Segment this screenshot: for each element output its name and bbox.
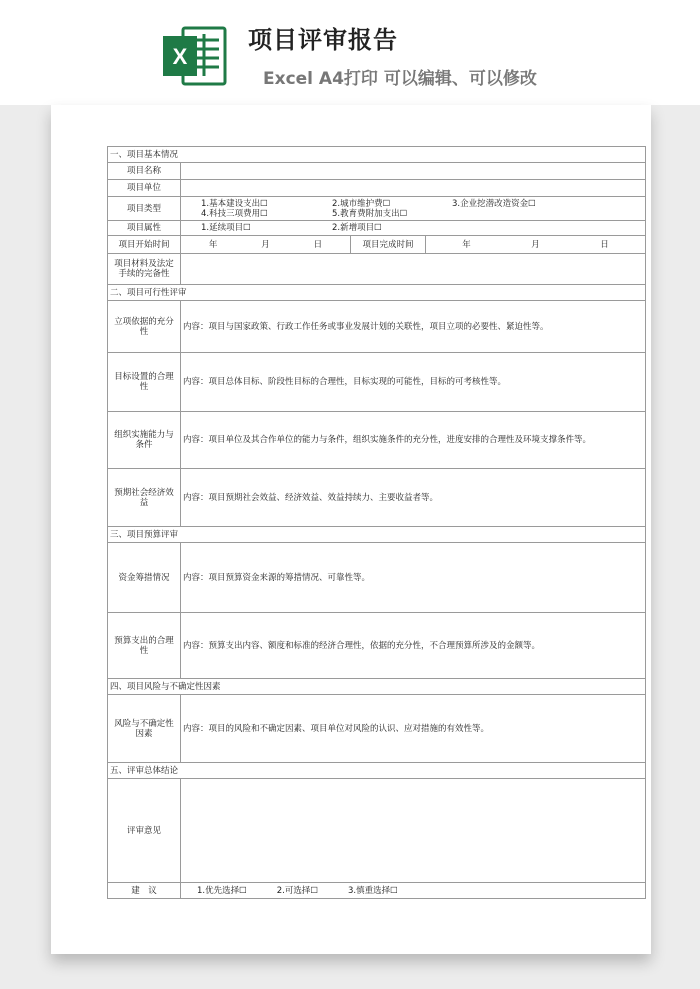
option-new-project[interactable]: 2.新增项目☐ <box>332 223 382 233</box>
start-date-cell[interactable] <box>181 236 351 254</box>
goal-content[interactable]: 内容：项目总体目标、阶段性目标的合理性，目标实现的可能性，目标的可考核性等。 <box>181 353 646 412</box>
budget-label: 预算支出的合理性 <box>108 613 181 679</box>
table-row <box>108 779 646 883</box>
section-risk: 四、项目风险与不确定性因素 <box>108 679 646 695</box>
suggestion-label: 建 议 <box>108 883 181 899</box>
start-day-label: 日 <box>313 239 323 250</box>
project-name-label: 项目名称 <box>108 163 181 180</box>
section-budget: 三、项目预算评审 <box>108 527 646 543</box>
start-time-label: 项目开始时间 <box>108 236 181 254</box>
funding-content[interactable]: 内容：项目预算资金来源的筹措情况、可靠性等。 <box>181 543 646 613</box>
table-row <box>108 163 646 180</box>
section-row <box>108 147 646 163</box>
project-unit-cell[interactable] <box>181 180 646 197</box>
document-subtitle: Excel A4打印 可以编辑、可以修改 <box>263 69 537 89</box>
svg-text:X: X <box>172 44 188 69</box>
start-year-label: 年 <box>208 239 218 250</box>
risk-label: 风险与不确定性因素 <box>108 695 181 763</box>
project-type-options[interactable] <box>181 197 646 221</box>
option-priority[interactable]: 1.优先选择☐ <box>197 885 247 896</box>
option-cautious[interactable]: 3.慎重选择☐ <box>347 885 398 896</box>
table-row <box>108 180 646 197</box>
excel-icon <box>161 22 229 90</box>
review-form-table <box>107 146 646 899</box>
goal-label: 目标设置的合理性 <box>108 353 181 412</box>
option-tech-fees[interactable]: 4.科技三项费用☐ <box>201 208 268 219</box>
table-row <box>108 353 646 412</box>
basis-content[interactable]: 内容：项目与国家政策、行政工作任务或事业发展计划的关联性，项目立项的必要性、紧迫性等。 <box>181 301 646 353</box>
benefit-label: 预期社会经济效益 <box>108 469 181 527</box>
table-row <box>108 883 646 899</box>
table-row <box>108 613 646 679</box>
end-date-cell[interactable] <box>426 236 646 254</box>
table-row <box>108 695 646 763</box>
budget-content[interactable]: 内容：预算支出内容、额度和标准的经济合理性，依据的充分性，不合理预算所涉及的金额等。 <box>181 613 646 679</box>
table-row <box>108 469 646 527</box>
organization-content[interactable]: 内容：项目单位及其合作单位的能力与条件，组织实施条件的充分性，进度安排的合理性及环境支撑条件等。 <box>181 412 646 469</box>
option-education-surcharge[interactable]: 5.教育费附加支出☐ <box>332 208 408 219</box>
option-enterprise-renovation[interactable]: 3.企业挖潜改造资金☐ <box>452 198 536 209</box>
end-year-label: 年 <box>462 239 471 250</box>
section-row <box>108 527 646 543</box>
section-row <box>108 285 646 301</box>
table-row <box>108 254 646 285</box>
section-basic-info: 一、项目基本情况 <box>108 147 646 163</box>
project-name-cell[interactable] <box>181 163 646 180</box>
table-row <box>108 236 646 254</box>
table-row <box>108 412 646 469</box>
end-time-label: 项目完成时间 <box>351 236 426 254</box>
end-month-label: 月 <box>531 239 540 250</box>
option-continuing-project[interactable]: 1.延续项目☐ <box>201 223 251 233</box>
table-row <box>108 197 646 221</box>
risk-content[interactable]: 内容：项目的风险和不确定因素、项目单位对风险的认识、应对措施的有效性等。 <box>181 695 646 763</box>
start-month-label: 月 <box>261 239 270 250</box>
funding-label: 资金筹措情况 <box>108 543 181 613</box>
project-attr-label: 项目属性 <box>108 221 181 236</box>
option-capital-construction[interactable]: 1.基本建设支出☐ <box>201 198 268 209</box>
materials-cell[interactable] <box>181 254 646 285</box>
opinion-content[interactable] <box>181 779 646 883</box>
a4-sheet-preview <box>51 105 651 954</box>
header-bar <box>0 0 700 105</box>
organization-label: 组织实施能力与条件 <box>108 412 181 469</box>
benefit-content[interactable]: 内容：项目预期社会效益、经济效益、效益持续力、主要收益者等。 <box>181 469 646 527</box>
table-row <box>108 543 646 613</box>
section-row <box>108 763 646 779</box>
option-optional[interactable]: 2.可选择☐ <box>276 885 318 896</box>
section-row <box>108 679 646 695</box>
materials-label: 项目材料及法定手续的完备性 <box>108 254 181 285</box>
suggestion-options[interactable] <box>181 883 646 899</box>
table-row <box>108 221 646 236</box>
document-title: 项目评审报告 <box>248 26 398 54</box>
section-conclusion: 五、评审总体结论 <box>108 763 646 779</box>
basis-label: 立项依据的充分性 <box>108 301 181 353</box>
end-day-label: 日 <box>600 239 609 250</box>
project-attr-options[interactable] <box>181 221 646 236</box>
option-city-maintenance[interactable]: 2.城市维护费☐ <box>332 198 391 209</box>
opinion-label: 评审意见 <box>108 779 181 883</box>
project-unit-label: 项目单位 <box>108 180 181 197</box>
table-row <box>108 301 646 353</box>
section-feasibility: 二、项目可行性评审 <box>108 285 646 301</box>
project-type-label: 项目类型 <box>108 197 181 221</box>
